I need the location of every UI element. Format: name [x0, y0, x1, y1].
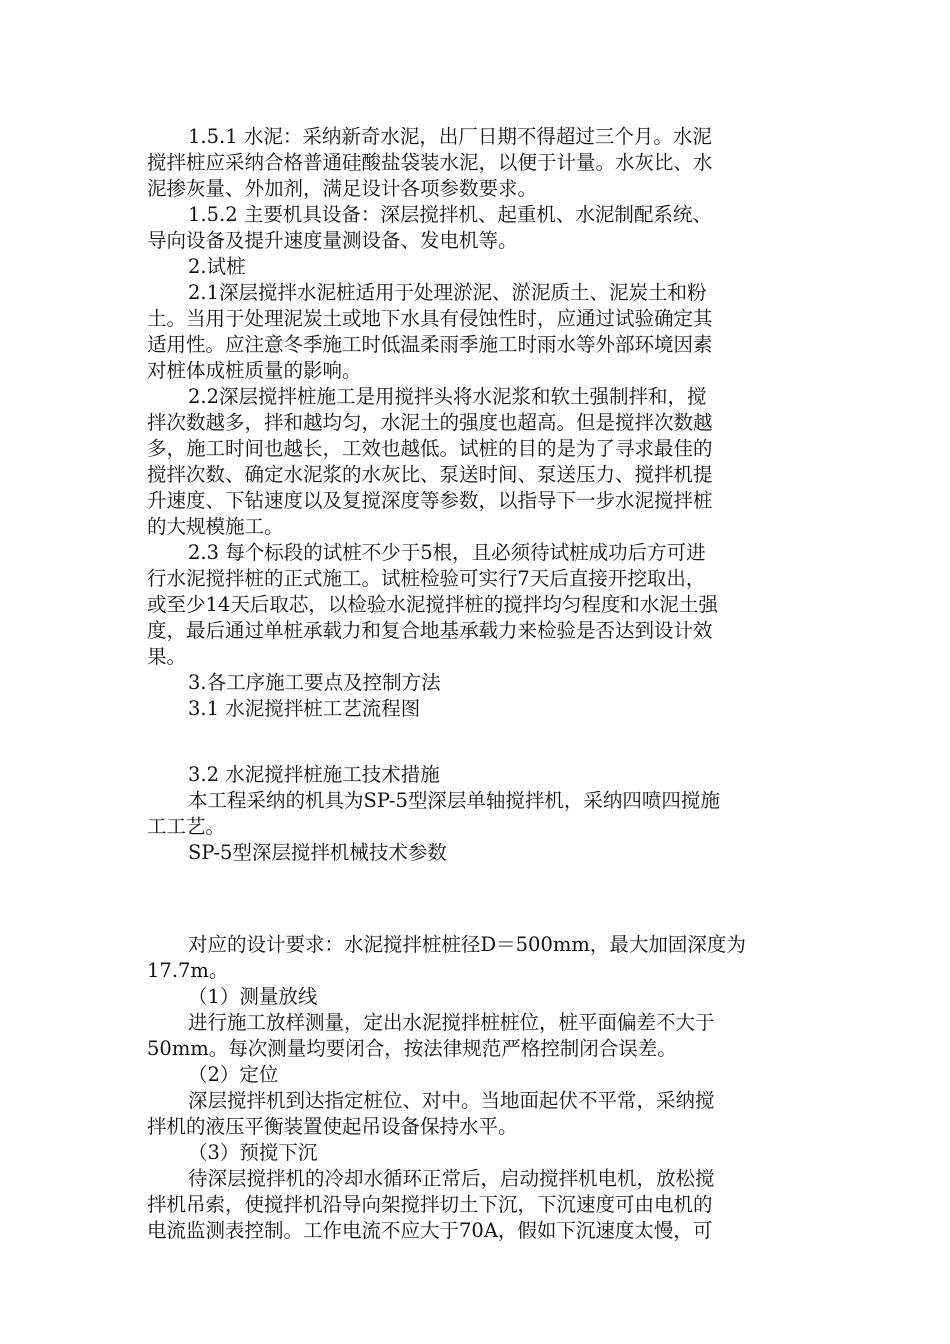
- step-heading: （3）预搅下沉: [188, 1141, 318, 1164]
- text-line: 50mm。每次测量均要闭合，按法律规范严格控制闭合误差。: [147, 1037, 677, 1060]
- text-line: 对应的设计要求：水泥搅拌桩桩径D＝500mm，最大加固深度为: [188, 933, 746, 956]
- text-line: 17.7m。: [147, 959, 229, 982]
- text-line: 拌机的液压平衡装置使起吊设备保持水平。: [147, 1115, 518, 1138]
- text-line: 搅拌次数、确定水泥浆的水灰比、泵送时间、泵送压力、搅拌机提: [147, 463, 713, 486]
- text-line: 土。当用于处理泥炭土或地下水具有侵蚀性时，应通过试验确定其: [147, 307, 713, 330]
- text-line: 适用性。应注意冬季施工时低温柔雨季施工时雨水等外部环境因素: [147, 333, 713, 356]
- subsection-heading: 3.2 水泥搅拌桩施工技术措施: [188, 763, 440, 786]
- text-line: 行水泥搅拌桩的正式施工。试桩检验可实行7天后直接开挖取出，: [147, 567, 706, 590]
- step-heading: （2）定位: [188, 1063, 279, 1086]
- text-line: 2.3 每个标段的试桩不少于5根，且必须待试桩成功后方可进: [188, 541, 706, 564]
- text-line: 2.2深层搅拌桩施工是用搅拌头将水泥浆和软土强制拌和，搅: [188, 385, 707, 408]
- text-line: 拌机吊索，使搅拌机沿导向架搅拌切土下沉，下沉速度可由电机的: [147, 1193, 713, 1216]
- text-line: 1.5.1 水泥：采纳新奇水泥，出厂日期不得超过三个月。水泥: [188, 125, 712, 148]
- section-heading: 2.试桩: [188, 255, 246, 278]
- text-line: 泥掺灰量、外加剂，满足设计各项参数要求。: [147, 177, 538, 200]
- text-line: 1.5.2 主要机具设备：深层搅拌机、起重机、水泥制配系统、: [188, 203, 712, 226]
- text-line: 待深层搅拌机的冷却水循环正常后，启动搅拌机电机，放松搅: [188, 1167, 715, 1190]
- step-heading: （1）测量放线: [188, 985, 318, 1008]
- text-line: 多，施工时间也越长，工效也越低。试桩的目的是为了寻求最佳的: [147, 437, 713, 460]
- text-line: 本工程采纳的机具为SP-5型深层单轴搅拌机，采纳四喷四搅施: [188, 789, 720, 812]
- text-line: 度，最后通过单桩承载力和复合地基承载力来检验是否达到设计效: [147, 619, 713, 642]
- section-heading: 3.各工序施工要点及控制方法: [188, 671, 441, 694]
- text-line: 果。: [147, 645, 187, 668]
- text-line: 或至少14天后取芯，以检验水泥搅拌桩的搅拌均匀程度和水泥土强: [147, 593, 718, 616]
- text-line: 导向设备及提升速度量测设备、发电机等。: [147, 229, 518, 252]
- text-line: 工工艺。: [147, 815, 226, 838]
- text-line: 深层搅拌机到达指定桩位、对中。当地面起伏不平常，采纳搅: [188, 1089, 715, 1112]
- text-line: 的大规模施工。: [147, 515, 284, 538]
- text-line: 进行施工放样测量，定出水泥搅拌桩桩位，桩平面偏差不大于: [188, 1011, 715, 1034]
- text-line: 升速度、下钻速度以及复搅深度等参数，以指导下一步水泥搅拌桩: [147, 489, 713, 512]
- table-caption: SP-5型深层搅拌机械技术参数: [188, 841, 447, 864]
- text-line: 2.1深层搅拌水泥桩适用于处理淤泥、淤泥质土、泥炭土和粉: [188, 281, 707, 304]
- text-line: 电流监测表控制。工作电流不应大于70A，假如下沉速度太慢，可: [147, 1219, 713, 1242]
- text-line: 搅拌桩应采纳合格普通硅酸盐袋装水泥，以便于计量。水灰比、水: [147, 151, 713, 174]
- subsection-heading: 3.1 水泥搅拌桩工艺流程图: [188, 697, 421, 720]
- text-line: 拌次数越多，拌和越均匀，水泥土的强度也超高。但是搅拌次数越: [147, 411, 713, 434]
- text-line: 对桩体成桩质量的影响。: [147, 359, 362, 382]
